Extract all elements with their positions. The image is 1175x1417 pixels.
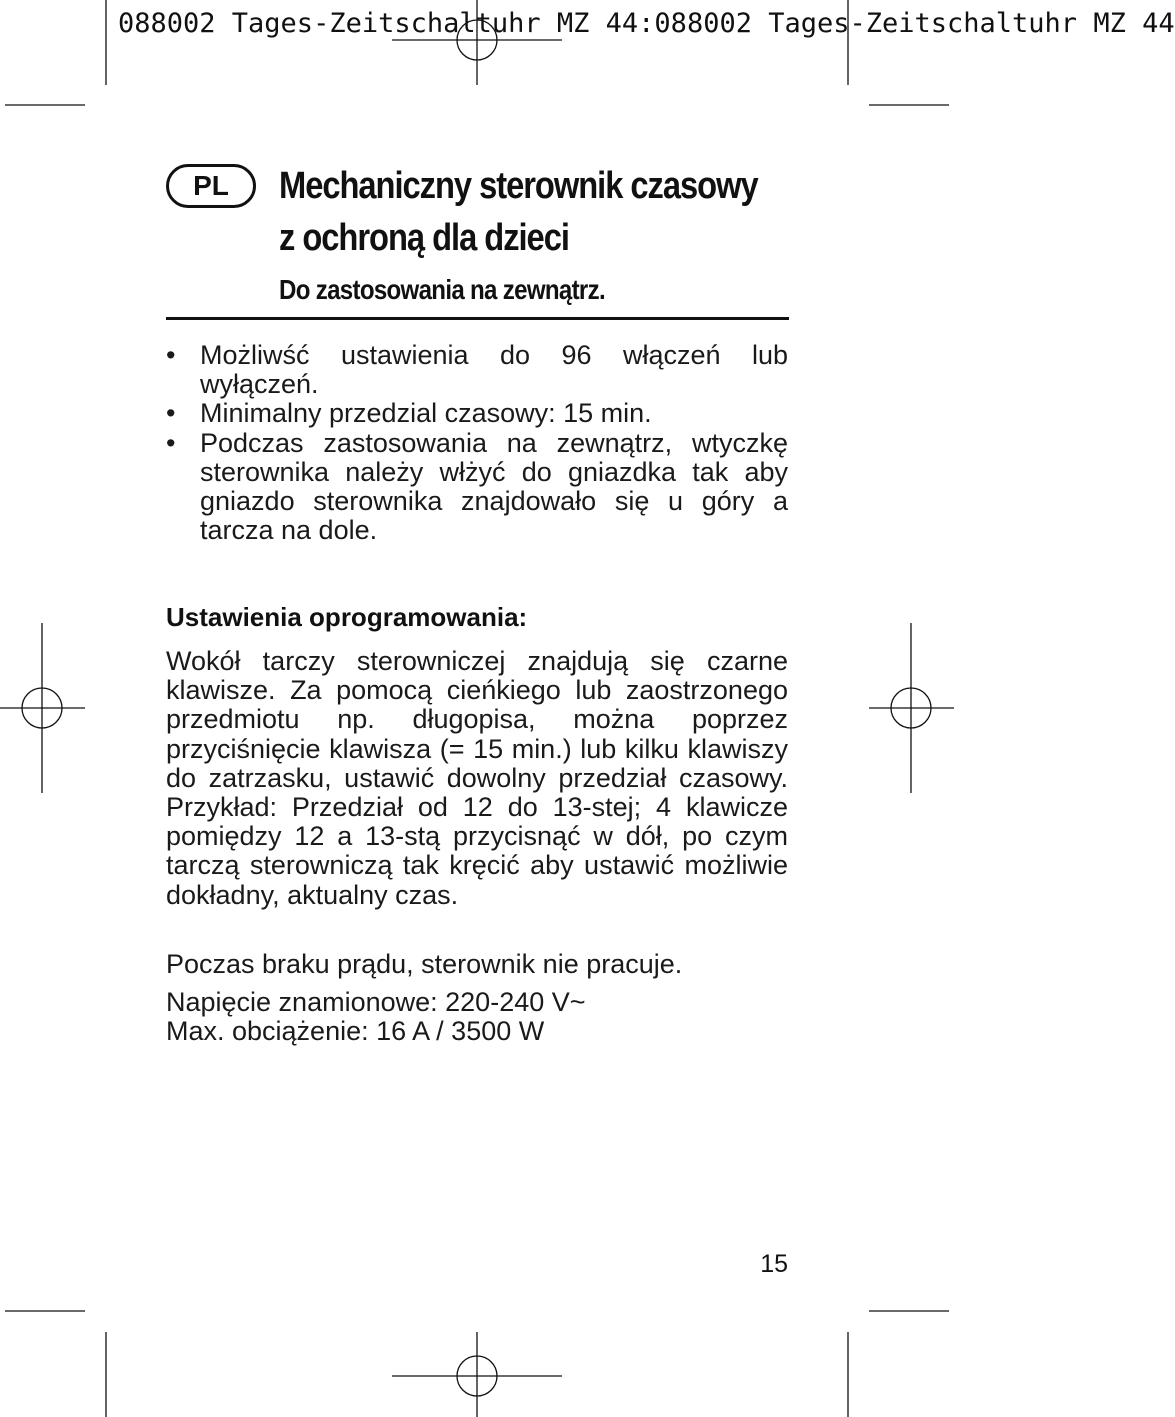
page-subtitle: Do zastosowania na zewnątrz.: [279, 274, 605, 305]
registration-mark-right: [869, 623, 954, 793]
registration-mark-left: [0, 623, 85, 793]
language-badge: PL: [166, 164, 256, 208]
bullet-icon: •: [166, 340, 176, 370]
title-divider: [166, 317, 789, 320]
feature-text: Możliwść ustawienia do 96 włączeń lub wyłączeń.: [200, 340, 788, 400]
title-line-1: Mechaniczny sterownik czasowy: [279, 165, 758, 207]
bullet-icon: •: [166, 398, 176, 429]
page-title: [279, 160, 758, 264]
bullet-icon: •: [166, 427, 176, 458]
spec-voltage: Napięcie znamionowe: 220-240 V~: [166, 987, 586, 1017]
page-number: 15: [760, 1250, 788, 1278]
spec-load: Max. obciążenie: 16 A / 3500 W: [166, 1016, 545, 1046]
registration-mark-bottom: [392, 1332, 562, 1417]
list-item: [166, 341, 788, 399]
feature-text: Minimalny przedzial czasowy: 15 min.: [200, 398, 652, 429]
section-heading: Ustawienia oprogramowania:: [166, 602, 528, 632]
list-item: [166, 429, 788, 546]
power-note: Poczas braku prądu, sterownik nie pracuje.: [166, 949, 683, 979]
feature-list: [166, 341, 788, 545]
list-item: [166, 399, 788, 428]
settings-paragraph: Wokół tarczy sterowniczej znajdują się czarne klawisze. Za pomocą cieńkiego lub zaostrzonego przedmiotu np. długopisa, można poprzez przyciśnięcie klawisza (= 15 min.) lub kilku klawiszy do zatrzasku, ustawić dowolny przedział czasowy. Przykład: Przedział od 12 do 13-stej; 4 klawicze pomiędzy 12 a 13-stą przycisnąć w dół, po czym tarczą sterowniczą tak kręcić aby ustawić możliwie dokładny, aktualny czas.: [166, 646, 788, 910]
title-line-2: z ochroną dla dzieci: [279, 217, 569, 259]
feature-text: Podczas zastosowania na zewnątrz, wtyczkę sterownika należy włżyć do gniazdka tak aby gniazdo sterownika znajdowało się u góry a tarcza na dole.: [200, 427, 788, 546]
print-slug-line: 088002 Tages-Zeitschaltuhr MZ 44:088002 Tages-Zeitschaltuhr MZ 44: [118, 8, 1175, 39]
